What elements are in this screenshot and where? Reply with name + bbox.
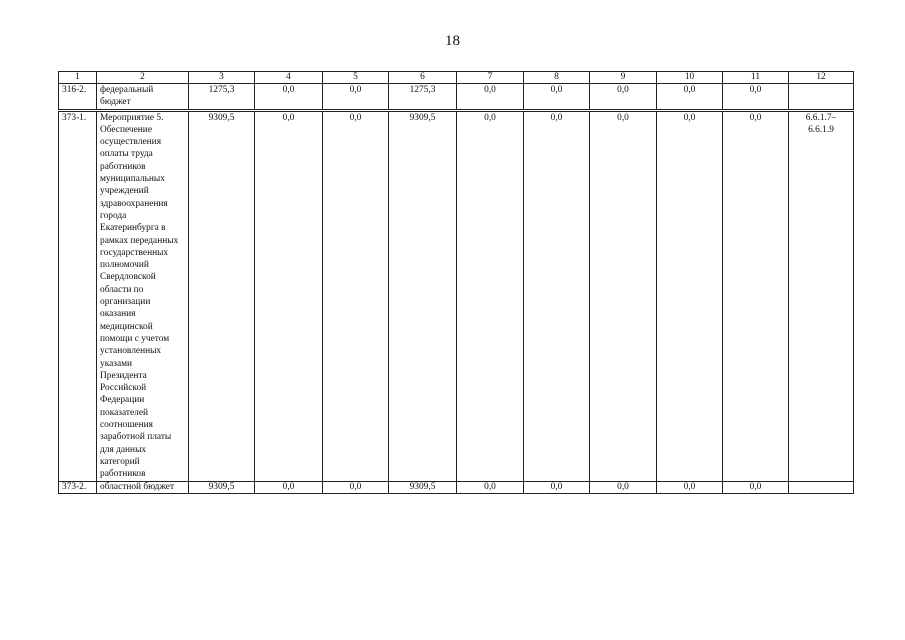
value-cell: 0,0	[524, 481, 590, 493]
value-cell: 1275,3	[189, 84, 255, 111]
value-cell: 0,0	[657, 84, 723, 111]
budget-table	[58, 71, 854, 494]
column-header: 11	[723, 72, 789, 84]
row-name-line: установленных	[100, 346, 162, 357]
row-name-line: заработной платы	[100, 432, 172, 443]
row-name-line: областной бюджет	[100, 481, 175, 492]
value-cell: 0,0	[590, 481, 657, 493]
row-name-line: организации	[100, 297, 151, 308]
column-header: 2	[97, 72, 189, 84]
row-name-line: оказания	[100, 309, 136, 320]
row-name-line: осуществления	[100, 137, 162, 148]
value-cell: 0,0	[323, 481, 389, 493]
row-id: 373-1.	[59, 110, 97, 481]
reference-line: 6.6.1.9	[808, 124, 834, 135]
value-cell: 0,0	[590, 84, 657, 111]
row-name-line: работников	[100, 469, 146, 480]
value-cell: 9309,5	[189, 481, 255, 493]
row-name-line: Российской	[100, 383, 147, 394]
row-name-line: области по	[100, 284, 144, 295]
reference-cell	[789, 110, 854, 481]
value-cell: 0,0	[723, 84, 789, 111]
row-name-line: Мероприятие 5.	[100, 112, 164, 123]
value-cell: 0,0	[457, 481, 524, 493]
value-cell: 0,0	[457, 110, 524, 481]
row-name-line: Федерации	[100, 395, 145, 406]
value-cell: 0,0	[323, 84, 389, 111]
row-name-line: категорий	[100, 456, 140, 467]
row-name-line: рамках переданных	[100, 235, 179, 246]
row-name-line: работников	[100, 161, 146, 172]
row-name-line: бюджет	[100, 97, 131, 108]
row-name-line: для данных	[100, 444, 147, 455]
value-cell: 9309,5	[389, 481, 457, 493]
row-name-line: указами	[100, 358, 133, 369]
row-name-line: города	[100, 210, 127, 221]
row-name-line: медицинской	[100, 321, 153, 332]
column-header: 10	[657, 72, 723, 84]
value-cell: 0,0	[723, 110, 789, 481]
column-number-row	[59, 72, 854, 84]
column-header: 7	[457, 72, 524, 84]
row-name-line: здравоохранения	[100, 198, 168, 209]
row-name-line: соотношения	[100, 420, 153, 431]
column-header: 8	[524, 72, 590, 84]
column-header: 3	[189, 72, 255, 84]
table-row	[59, 110, 854, 481]
value-cell: 0,0	[524, 84, 590, 111]
row-name-line: помощи с учетом	[100, 333, 170, 344]
value-cell: 1275,3	[389, 84, 457, 111]
row-name-line: Свердловской	[100, 272, 156, 283]
value-cell: 0,0	[590, 110, 657, 481]
value-cell: 0,0	[323, 110, 389, 481]
page-number: 18	[445, 33, 460, 49]
value-cell: 0,0	[457, 84, 524, 111]
column-header: 12	[789, 72, 854, 84]
reference-cell	[789, 481, 854, 493]
row-name-line: муниципальных	[100, 174, 165, 185]
row-name	[97, 481, 189, 493]
value-cell: 0,0	[255, 481, 323, 493]
column-header: 5	[323, 72, 389, 84]
reference-cell	[789, 84, 854, 111]
row-id: 316-2.	[59, 84, 97, 111]
column-header: 1	[59, 72, 97, 84]
column-header: 9	[590, 72, 657, 84]
row-name-line: государственных	[100, 247, 169, 258]
value-cell: 0,0	[255, 110, 323, 481]
row-name-line: федеральный	[100, 85, 154, 95]
value-cell: 0,0	[657, 110, 723, 481]
value-cell: 9309,5	[389, 110, 457, 481]
row-id: 373-2.	[59, 481, 97, 493]
row-name	[97, 84, 189, 111]
value-cell: 0,0	[524, 110, 590, 481]
table-row	[59, 481, 854, 493]
row-name-line: Президента	[100, 370, 147, 381]
value-cell: 0,0	[657, 481, 723, 493]
row-name-line: Обеспечение	[100, 124, 152, 135]
row-name-line: полномочий	[100, 260, 149, 271]
row-name-line: Екатеринбурга в	[100, 223, 166, 234]
row-name-line: оплаты труда	[100, 149, 153, 160]
row-name-line: показателей	[100, 407, 149, 418]
reference-line: 6.6.1.7–	[805, 112, 837, 123]
value-cell: 9309,5	[189, 110, 255, 481]
row-name	[97, 110, 189, 481]
value-cell: 0,0	[723, 481, 789, 493]
row-name-line: учреждений	[100, 186, 149, 197]
value-cell: 0,0	[255, 84, 323, 111]
column-header: 4	[255, 72, 323, 84]
table-row	[59, 84, 854, 111]
column-header: 6	[389, 72, 457, 84]
